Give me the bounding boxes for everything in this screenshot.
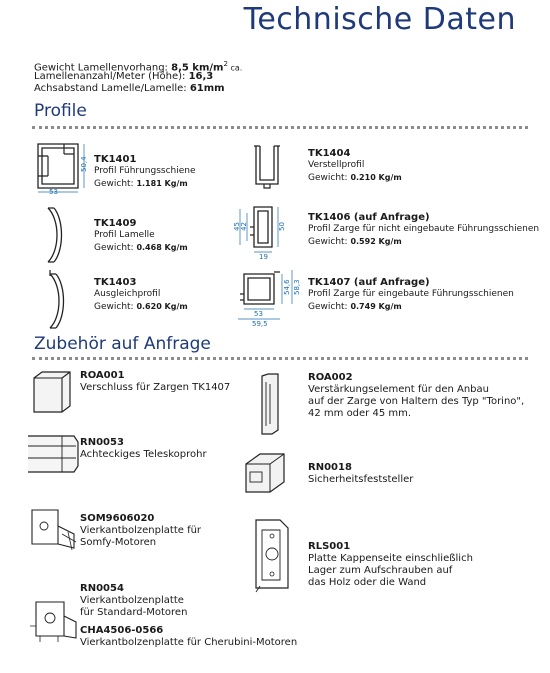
weight-value: 0.592 Kg/m — [350, 237, 402, 246]
weight-value: 0.210 Kg/m — [350, 173, 402, 182]
profile-code: TK1401 — [94, 154, 137, 165]
spec-axis-distance — [34, 83, 225, 95]
spec-sup: 2 — [223, 60, 228, 68]
accessory-code: ROA002 — [308, 372, 353, 383]
spec-label: Lamellenanzahl/Meter (Höhe): — [34, 71, 189, 82]
page-title: Technische Daten — [243, 2, 516, 37]
profile-weight — [308, 236, 402, 248]
weight-label: Gewicht: — [308, 302, 351, 312]
section-profiles-heading: Profile — [34, 101, 87, 121]
tk1407-drawing — [234, 268, 306, 328]
accessory-code: RN0054 — [80, 583, 124, 594]
section-divider — [32, 357, 528, 360]
spec-value: 61mm — [189, 83, 225, 94]
roa001-image — [30, 370, 74, 416]
tk1407-dim-a: 54,6 — [283, 279, 291, 295]
accessory-code: RLS001 — [308, 541, 351, 552]
accessory-code: RN0018 — [308, 462, 352, 473]
weight-value: 0.468 Kg/m — [136, 243, 188, 252]
profile-code: TK1404 — [308, 148, 351, 159]
accessory-desc: Verstärkungselement für den Anbau — [308, 384, 489, 395]
section-divider — [32, 126, 528, 129]
spec-slat-count — [34, 71, 213, 83]
tk1407-dim-c: 53 — [254, 310, 263, 318]
profile-code: TK1407 (auf Anfrage) — [308, 277, 430, 288]
weight-label: Gewicht: — [94, 243, 137, 253]
tk1406-dim-d: 19 — [259, 253, 268, 261]
tk1407-dim-b: 58,3 — [293, 279, 301, 295]
tk1401-height-dim: 50,4 — [80, 156, 88, 172]
profile-code: TK1406 (auf Anfrage) — [308, 212, 430, 223]
profile-desc: Profil Führungsschiene — [94, 166, 196, 176]
weight-value: 0.620 Kg/m — [136, 302, 188, 311]
tk1401-drawing — [34, 142, 94, 194]
profile-desc: Profil Lamelle — [94, 230, 155, 240]
accessory-desc: das Holz oder die Wand — [308, 577, 427, 588]
accessory-desc: Vierkantbolzenplatte für — [80, 525, 202, 536]
accessory-desc: Vierkantbolzenplatte für Cherubini-Motoren — [80, 637, 298, 648]
weight-value: 0.749 Kg/m — [350, 302, 402, 311]
profile-code: TK1403 — [94, 277, 137, 288]
spec-label: Achsabstand Lamelle/Lamelle: — [34, 83, 190, 94]
accessory-desc: auf der Zarge von Haltern des Typ "Torino", — [308, 396, 525, 407]
tk1406-dim-a: 45 — [233, 222, 241, 231]
weight-label: Gewicht: — [94, 302, 137, 312]
tk1407-dim-d: 59,5 — [252, 320, 268, 328]
accessory-desc: Verschluss für Zargen TK1407 — [80, 382, 231, 393]
section-accessories-heading: Zubehör auf Anfrage — [34, 334, 211, 354]
spec-value: 16,3 — [188, 71, 214, 82]
accessory-code: SOM9606020 — [80, 513, 155, 524]
accessory-desc: Somfy-Motoren — [80, 537, 157, 548]
tk1406-dim-b: 42 — [240, 222, 248, 231]
accessory-desc: für Standard-Motoren — [80, 607, 188, 618]
accessory-code: ROA001 — [80, 370, 125, 381]
accessory-desc: 42 mm oder 45 mm. — [308, 408, 412, 419]
accessory-desc: Vierkantbolzenplatte — [80, 595, 184, 606]
profile-desc: Verstellprofil — [308, 160, 365, 170]
profile-desc: Profil Zarge für nicht eingebaute Führungsschienen — [308, 224, 540, 234]
profile-weight — [94, 242, 188, 254]
tk1404-drawing — [252, 144, 282, 190]
accessory-code: CHA4506-0566 — [80, 625, 164, 636]
tk1409-drawing — [40, 206, 66, 264]
tk1401-width-dim: 53 — [49, 188, 58, 196]
accessory-desc: Lager zum Aufschrauben auf — [308, 565, 453, 576]
profile-weight — [94, 301, 188, 313]
profile-desc: Profil Zarge für eingebaute Führungsschienen — [308, 289, 514, 299]
accessory-desc: Achteckiges Teleskoprohr — [80, 449, 207, 460]
spec-label: Gewicht Lamellenvorhang: — [34, 62, 172, 74]
rls001-image — [250, 516, 294, 594]
rn0054-image — [28, 596, 80, 646]
profile-desc: Ausgleichprofil — [94, 289, 161, 299]
som9606020-image — [28, 504, 80, 554]
spec-value: 8,5 km/m — [171, 62, 224, 74]
tk1403-drawing — [40, 268, 68, 330]
tk1406-drawing — [232, 203, 292, 259]
tk1406-dim-c: 50 — [278, 222, 286, 231]
rn0018-image — [240, 448, 290, 498]
rn0053-image — [28, 428, 80, 476]
weight-value: 1.181 Kg/m — [136, 179, 188, 188]
accessory-desc: Sicherheitsfeststeller — [308, 474, 414, 485]
spec-suffix: ca. — [227, 63, 243, 73]
accessory-desc: Platte Kappenseite einschließlich — [308, 553, 473, 564]
roa002-image — [256, 372, 282, 436]
profile-weight — [308, 301, 402, 313]
weight-label: Gewicht: — [308, 173, 351, 183]
weight-label: Gewicht: — [94, 179, 137, 189]
weight-label: Gewicht: — [308, 237, 351, 247]
accessory-code: RN0053 — [80, 437, 124, 448]
profile-weight — [308, 172, 402, 184]
profile-weight — [94, 178, 188, 190]
profile-code: TK1409 — [94, 218, 137, 229]
